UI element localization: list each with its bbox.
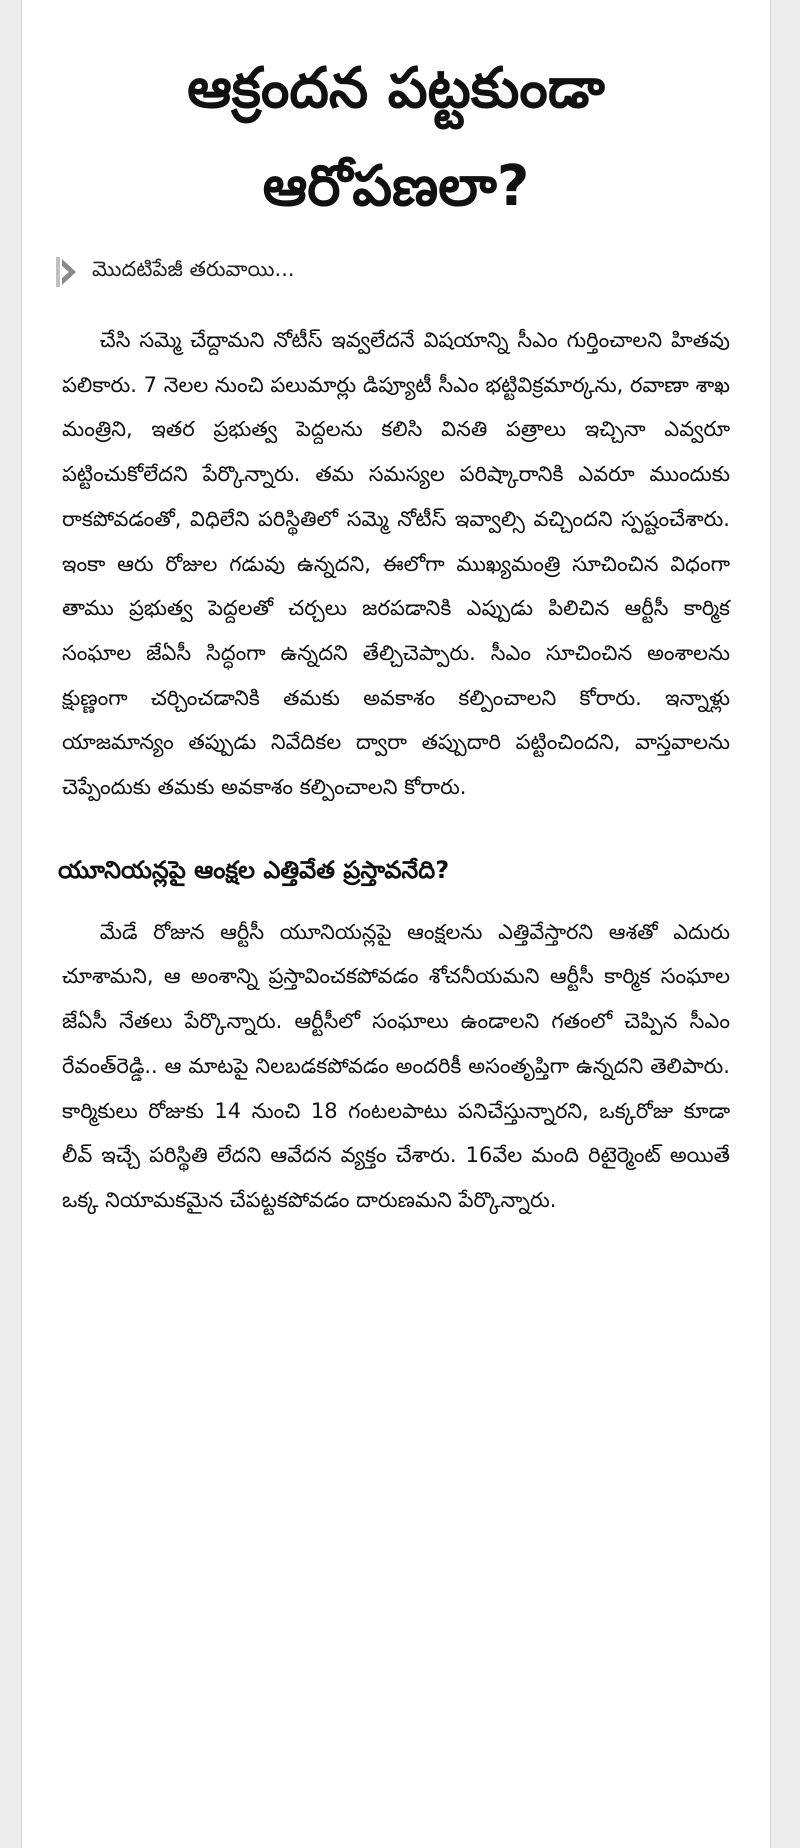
continuation-note: [56, 250, 770, 294]
headline-line-2: ఆరోపణలా?: [262, 154, 530, 219]
section-heading: యూనియన్లపై ఆంక్షల ఎత్తివేత ప్రస్తావనేది?: [58, 855, 450, 884]
paragraph-2: మేడే రోజున ఆర్టీసీ యూనియన్లపై ఆంక్షలను ఎత్తివేస్తారని ఆశతో ఎదురు చూశామని, ఆ అంశాన్ని ప్రస్తావించకపోవడం శోచనీయమని ఆర్టీసీ కార్మిక సంఘాల జేఏసీ నేతలు పేర్కొన్నారు. ఆర్టీసీలో సంఘాలు ఉండాలని గతంలో చెప్పిన సీఎం రేవంత్‌రెడ్డి.. ఆ మాటపై నిలబడకపోవడం అందరికీ అసంతృప్తిగా ఉన్నదని తెలిపారు. కార్మికులు రోజుకు 14 నుంచి 18 గంటలపాటు పనిచేస్తున్నారని, ఒక్కరోజు కూడా లీవ్ ఇచ్చే పరిస్థితి లేదని ఆవేదన వ్యక్తం చేశారు. 16వేల మంది రిటైర్మెంట్ అయితే ఒక్క నియామకమైన చేపట్టకపోవడం దారుణమని పేర్కొన్నారు.: [62, 919, 730, 1212]
headline-line-1: ఆక్రందన పట్టకుండా: [187, 56, 605, 121]
headline: [22, 0, 770, 236]
chevron-right-icon: [56, 257, 78, 287]
news-article: [22, 0, 770, 1848]
article-body: [62, 318, 730, 810]
continuation-label: మొదటిపేజీ తరువాయి...: [92, 257, 295, 281]
paragraph-1: చేసి సమ్మె చేద్దామని నోటీస్ ఇవ్వలేదనే విషయాన్ని సీఎం గుర్తించాలని హితవు పలికారు. 7 నెలల నుంచి పలుమార్లు డిప్యూటీ సీఎం భట్టివిక్రమార్కను, రవాణా శాఖ మంత్రిని, ఇతర ప్రభుత్వ పెద్దలను కలిసి వినతి పత్రాలు ఇచ్చినా ఎవ్వరూ పట్టించుకోలేదని పేర్కొన్నారు. తమ సమస్యల పరిష్కారానికి ఎవరూ ముందుకు రాకపోవడంతో, విధిలేని పరిస్థితిలో సమ్మె నోటీస్ ఇవ్వాల్సి వచ్చిందని స్పష్టంచేశారు. ఇంకా ఆరు రోజుల గడువు ఉన్నదని, ఈలోగా ముఖ్యమంత్రి సూచించిన విధంగా తాము ప్రభుత్వ పెద్దలతో చర్చలు జరపడానికి ఎప్పుడు పిలిచిన ఆర్టీసీ కార్మిక సంఘాల జేఏసీ సిద్ధంగా ఉన్నదని తేల్చిచెప్పారు. సీఎం సూచించిన అంశాలను క్షుణ్ణంగా చర్చించడానికి తమకు అవకాశం కల్పించాలని కోరారు. ఇన్నాళ్లు యాజమాన్యం తప్పుడు నివేదికల ద్వారా తప్పుదారి పట్టించిందని, వాస్తవాలను చెప్పేందుకు తమకు అవకాశం కల్పించాలని కోరారు.: [62, 328, 730, 800]
article-body-2: [62, 910, 730, 1223]
